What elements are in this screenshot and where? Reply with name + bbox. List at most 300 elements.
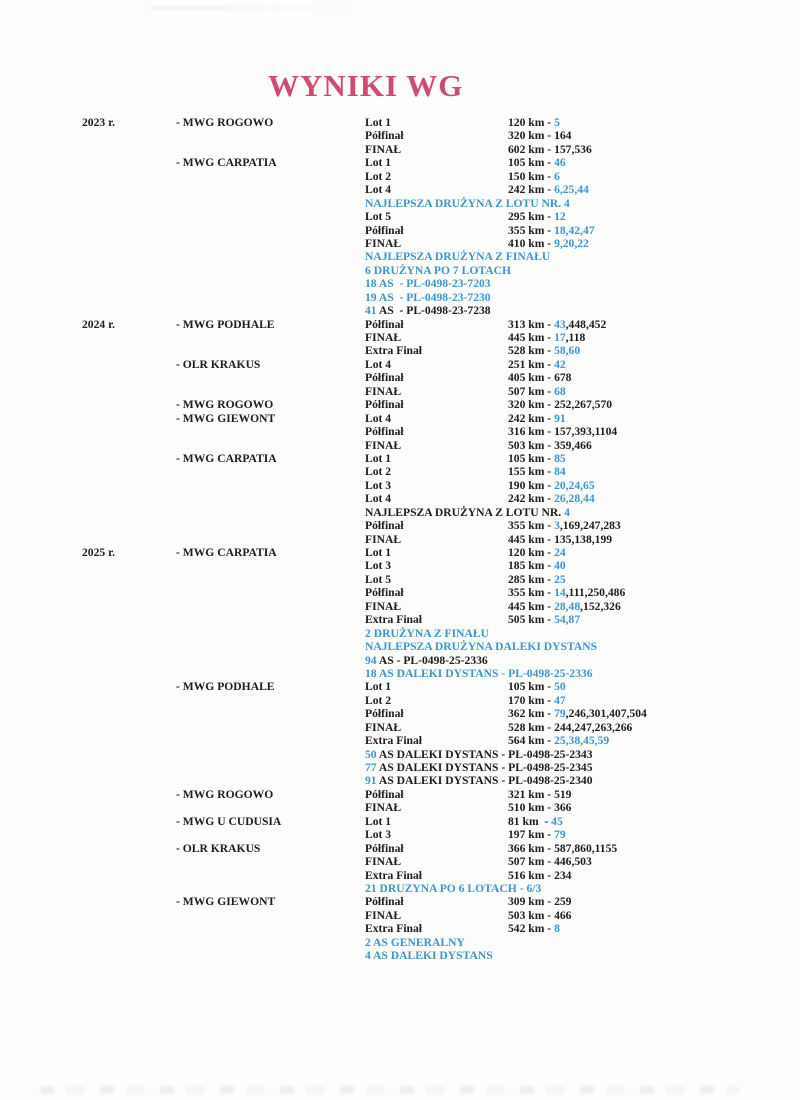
event-label: Półfinał	[365, 129, 404, 143]
table-row	[0, 895, 800, 908]
distance-value: 445 km -	[508, 331, 555, 344]
highlighted-value: NAJLEPSZA DRUŻYNA Z FINAŁU	[365, 250, 551, 264]
distance-value: 528 km -	[508, 344, 555, 358]
plain-value: 366	[554, 801, 572, 815]
distance-value: 105 km -	[508, 156, 555, 170]
table-row	[0, 922, 800, 935]
club-label: - OLR KRAKUS	[176, 357, 261, 371]
table-row	[0, 519, 800, 532]
results-table	[0, 116, 800, 963]
table-row	[0, 398, 800, 411]
plain-value: 157,536	[554, 142, 592, 156]
note-text	[365, 761, 593, 774]
event-label: Lot 4	[365, 411, 392, 425]
result-value	[508, 237, 589, 250]
note-text	[365, 304, 491, 317]
event-label: Półfinał	[365, 317, 404, 331]
result-value	[508, 492, 595, 505]
note-text	[365, 882, 541, 895]
distance-value: 309 km -	[508, 895, 555, 909]
distance-value: 366 km -	[508, 841, 555, 855]
table-row	[0, 600, 800, 613]
plain-value: 678	[554, 371, 572, 385]
result-value	[508, 734, 609, 747]
result-value	[508, 371, 571, 384]
table-row	[0, 116, 800, 129]
event-label: Półfinał	[365, 895, 404, 909]
result-value	[508, 680, 566, 693]
table-row	[0, 291, 800, 304]
table-row	[0, 170, 800, 183]
table-row	[0, 909, 800, 922]
plain-value: AS - PL-0498-25-2336	[378, 653, 488, 667]
highlighted-value: 21 DRUZYNA PO 6 LOTACH - 6/3	[365, 881, 542, 895]
highlighted-value: 91	[365, 774, 379, 788]
highlighted-value: 42	[554, 357, 566, 371]
event-label: Półfinał	[365, 841, 404, 855]
plain-value: ,169,247,283	[559, 519, 621, 533]
event-label: FINAŁ	[365, 720, 402, 734]
highlighted-value: 6,25,44	[554, 183, 589, 197]
highlighted-value: 85	[554, 451, 566, 465]
result-value	[508, 318, 606, 331]
page-title: WYNIKI WG	[268, 68, 464, 103]
distance-value: 320 km -	[508, 129, 555, 143]
table-row	[0, 224, 800, 237]
club-label: - MWG U CUDUSIA	[176, 814, 282, 828]
result-value	[508, 842, 617, 855]
event-label: Extra Finał	[365, 868, 423, 882]
event-label: Extra Finał	[365, 734, 423, 748]
club-label: - MWG PODHALE	[176, 680, 275, 694]
event-label: FINAŁ	[365, 532, 402, 546]
distance-value: 362 km -	[508, 707, 555, 721]
table-row	[0, 748, 800, 761]
note-text	[365, 197, 570, 210]
highlighted-value: 18 AS - PL-0498-23-7203	[365, 277, 491, 291]
result-value	[508, 895, 571, 908]
result-value	[508, 519, 621, 532]
highlighted-value: 5	[554, 116, 560, 129]
distance-value: 503 km -	[508, 438, 555, 452]
distance-value: 185 km -	[508, 559, 555, 573]
table-row	[0, 815, 800, 828]
result-value	[508, 358, 566, 371]
distance-value: 510 km -	[508, 801, 555, 815]
highlighted-value: 3	[554, 519, 560, 533]
event-label: Lot 4	[365, 183, 392, 197]
result-value	[508, 707, 647, 720]
result-value	[508, 600, 621, 613]
table-row	[0, 425, 800, 438]
club-label: - MWG CARPATIA	[176, 156, 277, 170]
distance-value: 507 km -	[508, 855, 555, 869]
year-label: 2023 r.	[82, 116, 116, 129]
club-label: - MWG ROGOWO	[176, 787, 274, 801]
result-value	[508, 331, 585, 344]
plain-value: 359,466	[554, 438, 592, 452]
highlighted-value: NAJLEPSZA DRUŻYNA Z LOTU NR. 4	[365, 196, 570, 210]
distance-value: 105 km -	[508, 680, 555, 694]
plain-value: AS DALEKI DYSTANS - PL-0498-25-2343	[378, 747, 593, 761]
result-value	[508, 183, 589, 196]
event-label: Półfinał	[365, 707, 404, 721]
highlighted-value: 9,20,22	[554, 236, 589, 250]
table-row	[0, 801, 800, 814]
result-value	[508, 869, 571, 882]
table-row	[0, 654, 800, 667]
note-text	[365, 936, 465, 949]
note-text	[365, 277, 491, 290]
note-text	[365, 667, 593, 680]
table-row	[0, 371, 800, 384]
table-row	[0, 627, 800, 640]
result-value	[508, 465, 566, 478]
result-value	[508, 479, 595, 492]
table-row	[0, 680, 800, 693]
table-row	[0, 465, 800, 478]
highlighted-value: 40	[554, 559, 566, 573]
distance-value: 355 km -	[508, 586, 555, 600]
distance-value: 120 km -	[508, 546, 555, 559]
event-label: FINAŁ	[365, 142, 402, 156]
plain-value: 234	[554, 868, 572, 882]
highlighted-value: NAJLEPSZA DRUŻYNA DALEKI DYSTANS	[365, 640, 598, 654]
table-row	[0, 318, 800, 331]
highlighted-value: 77	[365, 761, 379, 774]
table-row	[0, 774, 800, 787]
highlighted-value: 94	[365, 653, 379, 667]
table-row	[0, 210, 800, 223]
highlighted-value: 24	[554, 546, 566, 559]
result-value	[508, 788, 571, 801]
highlighted-value: 91	[554, 411, 566, 425]
event-label: Lot 3	[365, 559, 392, 573]
plain-value: AS DALEKI DYSTANS - PL-0498-25-2345	[378, 761, 593, 774]
result-value	[508, 156, 566, 169]
highlighted-value: 50	[365, 747, 379, 761]
event-label: Półfinał	[365, 371, 404, 385]
event-label: Lot 4	[365, 357, 392, 371]
event-label: Półfinał	[365, 398, 404, 412]
event-label: Lot 1	[365, 546, 392, 559]
event-label: FINAŁ	[365, 384, 402, 398]
result-value	[508, 439, 592, 452]
table-row	[0, 640, 800, 653]
table-row	[0, 344, 800, 357]
event-label: FINAŁ	[365, 908, 402, 922]
highlighted-value: 41	[365, 304, 379, 318]
event-label: Półfinał	[365, 223, 404, 237]
table-row	[0, 667, 800, 680]
distance-value: 355 km -	[508, 223, 555, 237]
result-value	[508, 586, 625, 599]
table-row	[0, 721, 800, 734]
note-text	[365, 748, 593, 761]
club-label: - MWG CARPATIA	[176, 451, 277, 465]
plain-value: AS - PL-0498-23-7238	[378, 304, 491, 318]
table-row	[0, 277, 800, 290]
event-label: Lot 1	[365, 116, 392, 129]
distance-value: 445 km -	[508, 599, 555, 613]
distance-value: 505 km -	[508, 613, 555, 627]
highlighted-value: 19 AS - PL-0498-23-7230	[365, 290, 491, 304]
table-row	[0, 533, 800, 546]
table-row	[0, 183, 800, 196]
event-label: Extra Finał	[365, 344, 423, 358]
club-label: - MWG CARPATIA	[176, 546, 277, 559]
plain-value: 259	[554, 895, 572, 909]
note-text	[365, 264, 511, 277]
table-row	[0, 586, 800, 599]
club-label: - MWG PODHALE	[176, 317, 275, 331]
highlighted-value: 14	[554, 586, 566, 600]
distance-value: 316 km -	[508, 425, 555, 439]
distance-value: 320 km -	[508, 398, 555, 412]
plain-value: ,118	[565, 331, 586, 344]
event-label: FINAŁ	[365, 855, 402, 869]
table-row	[0, 506, 800, 519]
event-label: Lot 2	[365, 465, 392, 479]
highlighted-value: 79	[554, 707, 566, 721]
highlighted-value: 68	[554, 384, 566, 398]
distance-value: 445 km -	[508, 532, 555, 546]
result-value	[508, 129, 571, 142]
result-value	[508, 170, 560, 183]
distance-value: 190 km -	[508, 478, 555, 492]
result-value	[508, 546, 566, 559]
event-label: FINAŁ	[365, 438, 402, 452]
event-label: Lot 2	[365, 169, 392, 183]
table-row	[0, 304, 800, 317]
event-label: Lot 5	[365, 572, 392, 586]
plain-value: 446,503	[554, 855, 592, 869]
table-row	[0, 452, 800, 465]
distance-value: 285 km -	[508, 572, 555, 586]
club-label: - OLR KRAKUS	[176, 841, 261, 855]
distance-value: 564 km -	[508, 734, 555, 748]
table-row	[0, 156, 800, 169]
distance-value: 295 km -	[508, 210, 555, 224]
highlighted-value: 54,87	[554, 613, 581, 627]
event-label: Lot 4	[365, 492, 392, 506]
highlighted-value: 45	[551, 814, 563, 828]
event-label: Półfinał	[365, 425, 404, 439]
distance-value: 602 km -	[508, 142, 555, 156]
table-row	[0, 358, 800, 371]
result-value	[508, 224, 595, 237]
highlighted-value: 47	[554, 693, 566, 707]
highlighted-value: 20,24,65	[554, 478, 595, 492]
year-label: 2024 r.	[82, 317, 116, 331]
highlighted-value: 2 AS GENERALNY	[365, 935, 465, 949]
distance-value: 150 km -	[508, 169, 555, 183]
result-value	[508, 533, 612, 546]
table-row	[0, 573, 800, 586]
table-row	[0, 882, 800, 895]
table-row	[0, 129, 800, 142]
highlighted-value: 6 DRUŻYNA PO 7 LOTACH	[365, 263, 512, 277]
plain-value: 164	[554, 129, 572, 143]
table-row	[0, 869, 800, 882]
note-text	[365, 949, 493, 962]
highlighted-value: 84	[554, 465, 566, 479]
table-row	[0, 842, 800, 855]
note-text	[365, 291, 491, 304]
note-text	[365, 640, 597, 653]
club-label: - MWG ROGOWO	[176, 116, 274, 129]
distance-value: 242 km -	[508, 492, 555, 506]
event-label: Lot 1	[365, 156, 392, 170]
plain-value: 466	[554, 908, 572, 922]
club-label: - MWG GIEWONT	[176, 895, 276, 909]
club-label: - MWG GIEWONT	[176, 411, 276, 425]
highlighted-value: 18 AS DALEKI DYSTANS - PL-0498-25-2336	[365, 666, 593, 680]
highlighted-value: 58,60	[554, 344, 581, 358]
table-row	[0, 761, 800, 774]
scan-artifact-bottom	[40, 1086, 740, 1094]
result-value	[508, 559, 566, 572]
plain-value: ,111,250,486	[565, 586, 626, 600]
plain-value: 519	[554, 787, 572, 801]
highlighted-value: 50	[554, 680, 566, 694]
table-row	[0, 197, 800, 210]
event-label: FINAŁ	[365, 599, 402, 613]
result-value	[508, 573, 566, 586]
plain-value: 135,138,199	[554, 532, 613, 546]
table-row	[0, 936, 800, 949]
table-row	[0, 949, 800, 962]
result-value	[508, 815, 563, 828]
result-value	[508, 613, 580, 626]
result-value	[508, 721, 632, 734]
event-label: FINAŁ	[365, 331, 402, 344]
distance-value: 516 km -	[508, 868, 555, 882]
table-row	[0, 250, 800, 263]
highlighted-value: 4 AS DALEKI DYSTANS	[365, 949, 493, 963]
result-value	[508, 694, 566, 707]
result-value	[508, 909, 571, 922]
note-text	[365, 506, 570, 519]
distance-value: 528 km -	[508, 720, 555, 734]
event-label: FINAŁ	[365, 801, 402, 815]
table-row	[0, 143, 800, 156]
table-row	[0, 546, 800, 559]
plain-value: ,246,301,407,504	[565, 707, 647, 721]
club-label: - MWG ROGOWO	[176, 398, 274, 412]
distance-value: 503 km -	[508, 908, 555, 922]
event-label: Extra Finał	[365, 613, 423, 627]
highlighted-value: 12	[554, 210, 566, 224]
result-value	[508, 398, 612, 411]
highlighted-value: 4	[564, 505, 570, 519]
scan-artifact-top	[150, 6, 370, 10]
result-value	[508, 452, 566, 465]
highlighted-value: 25,38,45,59	[554, 734, 610, 748]
plain-value: ,448,452	[565, 317, 607, 331]
distance-value: 542 km -	[508, 922, 555, 936]
result-value	[508, 210, 566, 223]
table-row	[0, 559, 800, 572]
event-label: Lot 1	[365, 680, 392, 694]
plain-value: 587,860,1155	[554, 841, 618, 855]
highlighted-value: 17	[554, 331, 566, 344]
plain-value: 252,267,570	[554, 398, 613, 412]
table-row	[0, 828, 800, 841]
event-label: Lot 3	[365, 828, 392, 842]
highlighted-value: 43	[554, 317, 566, 331]
table-row	[0, 264, 800, 277]
note-text	[365, 654, 488, 667]
plain-value: 244,247,263,266	[554, 720, 633, 734]
distance-value: 507 km -	[508, 384, 555, 398]
table-row	[0, 385, 800, 398]
distance-value: 120 km -	[508, 116, 555, 129]
result-value	[508, 385, 566, 398]
plain-value: AS DALEKI DYSTANS - PL-0498-25-2340	[378, 774, 593, 788]
table-row	[0, 492, 800, 505]
table-row	[0, 707, 800, 720]
result-value	[508, 801, 571, 814]
highlighted-value: 79	[554, 828, 566, 842]
table-row	[0, 788, 800, 801]
result-value	[508, 855, 592, 868]
note-text	[365, 250, 550, 263]
distance-value: 405 km -	[508, 371, 555, 385]
event-label: Lot 1	[365, 451, 392, 465]
plain-value: 157,393,1104	[554, 425, 618, 439]
table-row	[0, 694, 800, 707]
highlighted-value: 2 DRUŻYNA Z FINAŁU	[365, 626, 489, 640]
distance-value: 313 km -	[508, 317, 555, 331]
result-value	[508, 922, 560, 935]
event-label: Półfinał	[365, 519, 404, 533]
highlighted-value: 25	[554, 572, 566, 586]
highlighted-value: 18,42,47	[554, 223, 595, 237]
distance-value: 105 km -	[508, 451, 555, 465]
plain-value: NAJLEPSZA DRUŻYNA Z LOTU NR.	[365, 505, 565, 519]
highlighted-value: 46	[554, 156, 566, 170]
event-label: Lot 5	[365, 210, 392, 224]
event-label: Półfinał	[365, 586, 404, 600]
distance-value: 242 km -	[508, 183, 555, 197]
event-label: Extra Finał	[365, 922, 423, 936]
table-row	[0, 439, 800, 452]
event-label: FINAŁ	[365, 236, 402, 250]
distance-value: 321 km -	[508, 787, 555, 801]
distance-value: 197 km -	[508, 828, 555, 842]
distance-value: 410 km -	[508, 236, 555, 250]
note-text	[365, 627, 489, 640]
result-value	[508, 412, 566, 425]
result-value	[508, 344, 580, 357]
table-row	[0, 331, 800, 344]
event-label: Lot 3	[365, 478, 392, 492]
highlighted-value: 6	[554, 169, 560, 183]
event-label: Lot 2	[365, 693, 392, 707]
highlighted-value: 28,48	[554, 599, 581, 613]
result-value	[508, 828, 566, 841]
table-row	[0, 237, 800, 250]
highlighted-value: 26,28,44	[554, 492, 595, 506]
table-row	[0, 479, 800, 492]
distance-value: 242 km -	[508, 411, 555, 425]
distance-value: 81 km -	[508, 814, 552, 828]
result-value	[508, 116, 560, 129]
event-label: Półfinał	[365, 787, 404, 801]
distance-value: 355 km -	[508, 519, 555, 533]
table-row	[0, 734, 800, 747]
